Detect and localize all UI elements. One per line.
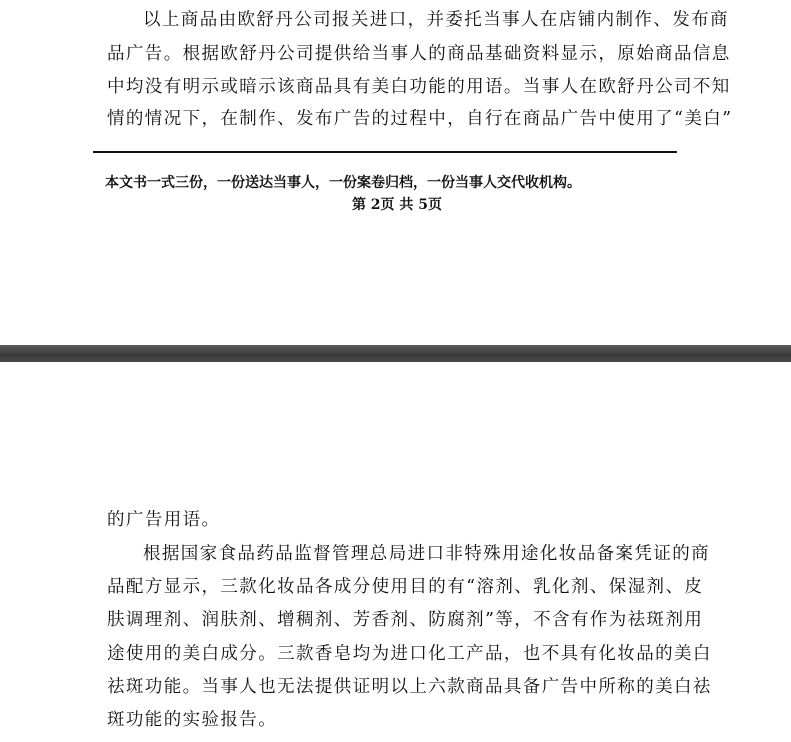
body-text-line: 品配方显示，三款化妆品各成分使用目的有“溶剂、乳化剂、保湿剂、皮	[107, 577, 704, 597]
body-text-line: 情的情况下，在制作、发布广告的过程中，自行在商品广告中使用了“美白”	[107, 109, 733, 129]
body-text-line: 中均没有明示或暗示该商品具有美白功能的用语。当事人在欧舒丹公司不知	[107, 77, 731, 97]
body-text-line: 途使用的美白成分。三款香皂均为进口化工产品，也不具有化妆品的美白	[107, 644, 712, 664]
page-number: 第 2页 共 5页	[351, 197, 443, 213]
page-separator	[0, 345, 791, 362]
document-page-3	[0, 362, 791, 742]
body-text-line: 的广告用语。	[107, 510, 221, 530]
body-text-line: 品广告。根据欧舒丹公司提供给当事人的商品基础资料显示，原始商品信息	[107, 44, 731, 64]
body-text-line: 根据国家食品药品监督管理总局进口非特殊用途化妆品备案凭证的商	[143, 544, 710, 564]
footer-note: 本文书一式三份，一份送达当事人，一份案卷归档，一份当事人交代收机构。	[105, 175, 581, 191]
body-text-line: 以上商品由欧舒丹公司报关进口，并委托当事人在店铺内制作、发布商	[143, 10, 729, 30]
body-text-line: 祛斑功能。当事人也无法提供证明以上六款商品具备广告中所称的美白祛	[107, 677, 712, 697]
body-text-line: 肤调理剂、润肤剂、增稠剂、芳香剂、防腐剂”等，不含有作为祛斑剂用	[107, 610, 704, 630]
footer-divider	[93, 151, 677, 153]
document-page-2	[0, 0, 791, 345]
body-text-line: 斑功能的实验报告。	[107, 710, 278, 730]
